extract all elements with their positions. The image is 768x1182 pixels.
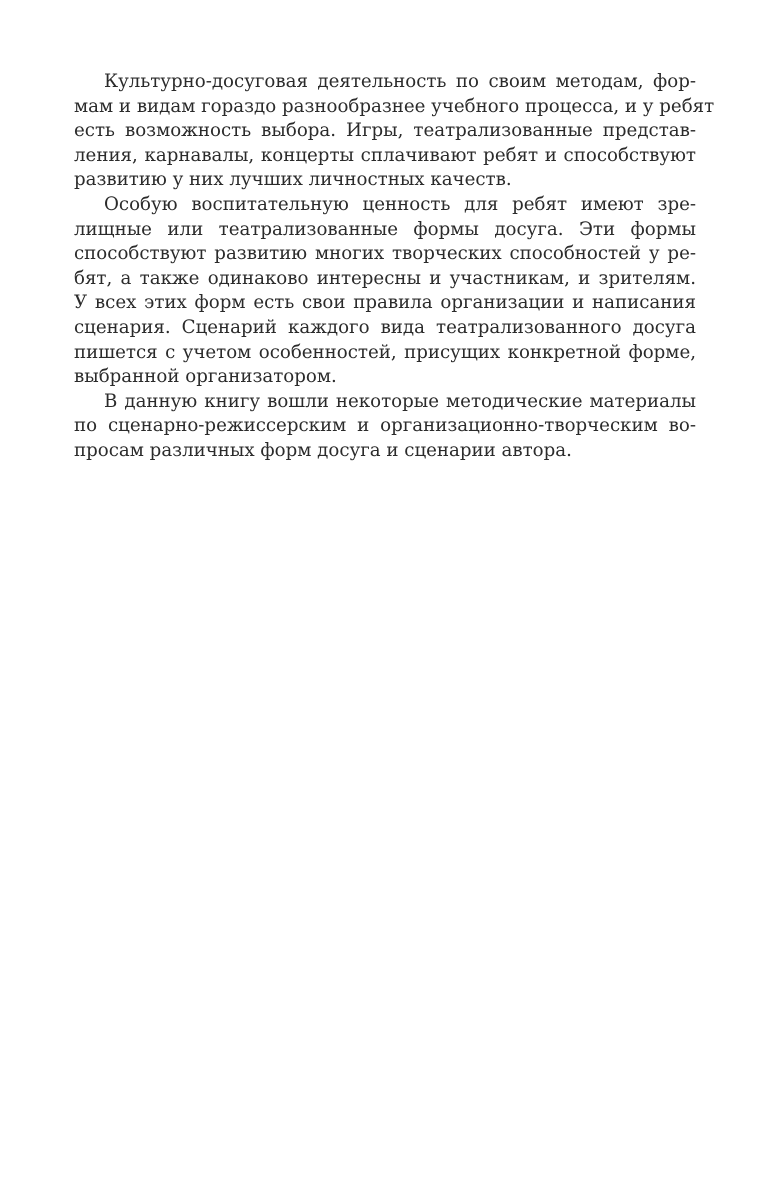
text-line: Культурно-досуговая деятельность по своим методам, фор- <box>104 71 696 92</box>
text-line: В данную книгу вошли некоторые методические материалы <box>104 390 696 412</box>
text-line: У всех этих форм есть свои правила организации и написания <box>74 292 696 314</box>
text-line: сценария. Сценарий каждого вида театрализованного досуга <box>74 316 696 338</box>
text-line: способствуют развитию многих творческих способностей у ре- <box>74 243 696 265</box>
text-line: лищные или театрализованные формы досуга. Эти формы <box>74 218 696 240</box>
paragraph-3 <box>74 390 696 464</box>
text-line: бят, а также одинаково интересны и участникам, и зрителям. <box>74 267 696 289</box>
text-line: мам и видам гораздо разнообразнее учебного процесса, и у ребят <box>74 95 715 117</box>
text-line: по сценарно-режиссерским и организационно-творческим во- <box>74 415 696 437</box>
text-line: выбранной организатором. <box>74 366 337 388</box>
text-line: просам различных форм досуга и сценарии автора. <box>74 439 572 461</box>
text-line: развитию у них лучших личностных качеств. <box>74 169 512 191</box>
text-line: Особую воспитательную ценность для ребят имеют зре- <box>104 193 696 215</box>
text-line: пишется с учетом особенностей, присущих конкретной форме, <box>74 341 696 363</box>
paragraph-2 <box>74 193 696 390</box>
text-line: есть возможность выбора. Игры, театрализованные представ- <box>74 120 696 142</box>
body-text <box>74 70 715 464</box>
paragraph-1 <box>74 70 715 193</box>
text-line: ления, карнавалы, концерты сплачивают ребят и способствуют <box>74 144 696 166</box>
